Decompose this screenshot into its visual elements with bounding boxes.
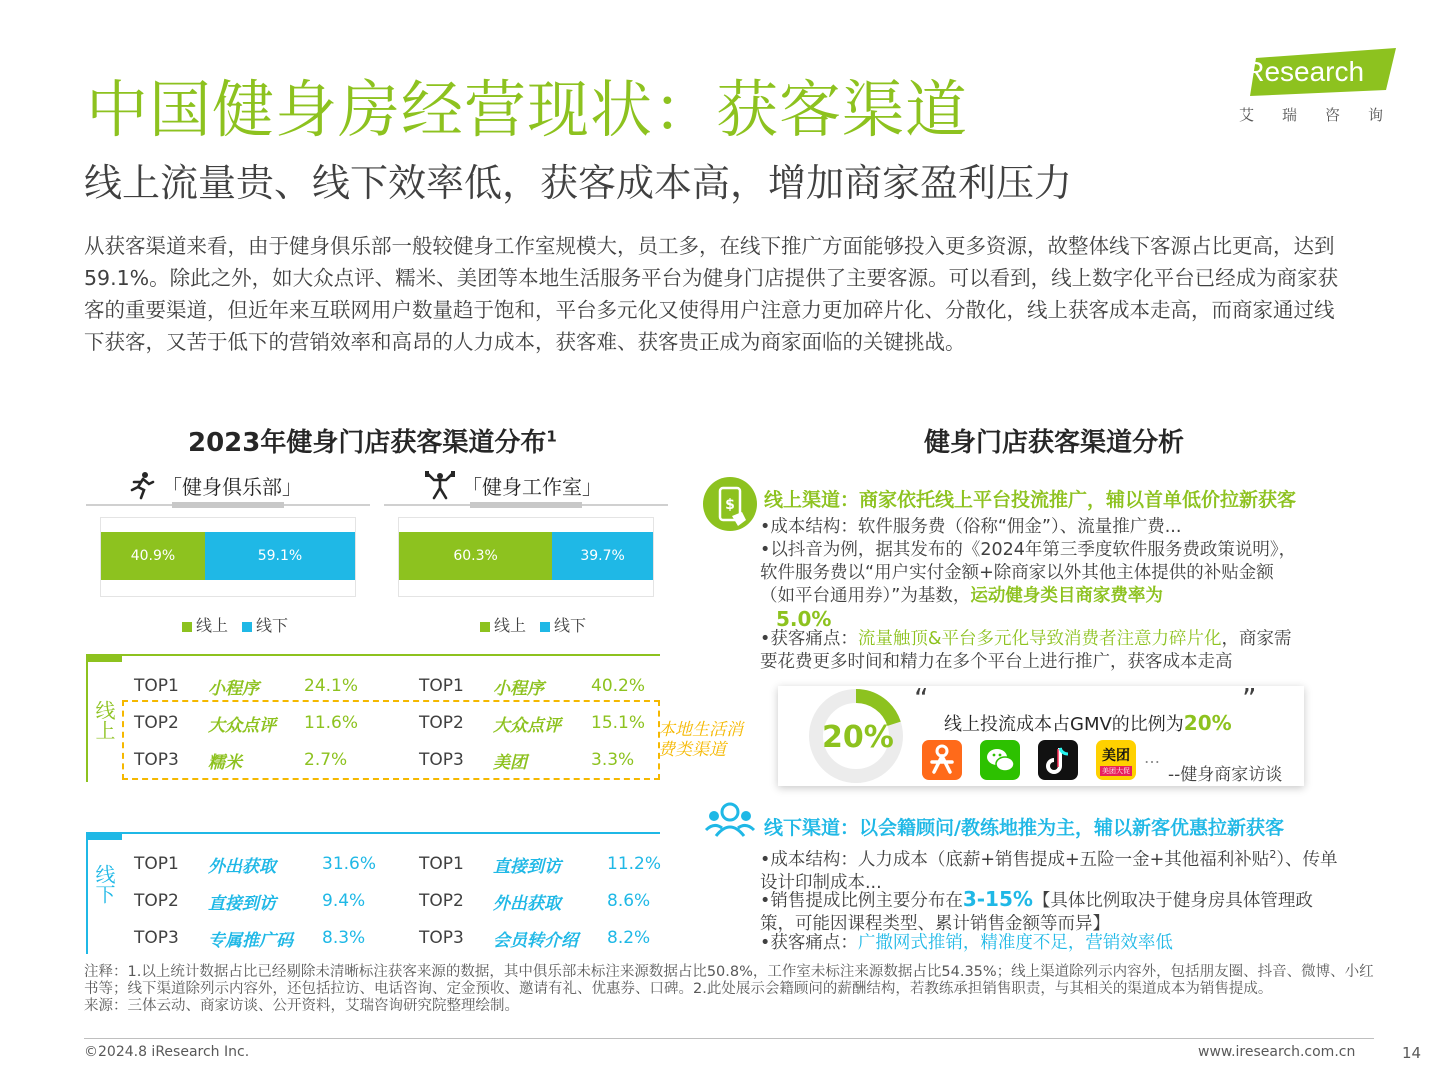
rank-label: TOP2 bbox=[134, 891, 179, 911]
legend-offline-label: 线下 bbox=[256, 616, 289, 635]
club-stacked-bar bbox=[101, 532, 355, 580]
club-header bbox=[126, 470, 302, 500]
legend-online bbox=[182, 613, 228, 636]
rank-label: TOP1 bbox=[134, 676, 179, 696]
offline-channel-heading: 线下渠道：以会籍顾问/教练地推为主，辅以新客优惠拉新获客 bbox=[764, 817, 1284, 839]
offline-b1-tail: ）、传单设计印制成本... bbox=[760, 849, 1338, 893]
channel-share: 11.6% bbox=[304, 713, 359, 733]
offline-b3-highlight: 广撒网式推销，精准度不足，营销效率低 bbox=[857, 933, 1173, 953]
online-channel-heading: 线上渠道：商家依托线上平台投流推广，辅以首单低价拉新获客 bbox=[764, 489, 1297, 511]
offline-b2-text: 【具体比例取决于健身房具体管理政策，可能因课程类型、累计销售金额等而异】 bbox=[760, 891, 1313, 934]
quote-more-ellipsis: … bbox=[1144, 748, 1160, 767]
quote-open-mark: “ bbox=[914, 682, 929, 715]
online-section-bracket-top bbox=[86, 654, 122, 662]
online-section-bracket-left bbox=[86, 654, 88, 782]
offline-b2-highlight: 3-15% bbox=[962, 887, 1033, 911]
online-bullet-pain bbox=[760, 628, 1308, 674]
rank-label: TOP3 bbox=[419, 750, 464, 770]
quote-close-mark: ” bbox=[1242, 682, 1257, 715]
rank-label: TOP2 bbox=[419, 891, 464, 911]
quote-text bbox=[944, 710, 1232, 736]
studio-header-bar bbox=[470, 502, 582, 508]
rank-label: TOP2 bbox=[134, 713, 179, 733]
online-ranking-table bbox=[134, 672, 664, 780]
right-section-title: 健身门店获客渠道分析 bbox=[924, 428, 1185, 458]
channel-name: 小程序 bbox=[208, 678, 259, 699]
dianping-app-icon bbox=[922, 740, 962, 780]
quote-text-main: 线上投流成本占GMV的比例为 bbox=[944, 714, 1184, 735]
iresearch-logo bbox=[1236, 46, 1412, 130]
studio-legend bbox=[480, 613, 586, 636]
left-title-text: 2023年健身门店获客渠道分布 bbox=[188, 428, 547, 458]
meituan-icon-label: 美团 bbox=[1102, 748, 1130, 764]
studio-header-label: 「健身工作室」 bbox=[462, 474, 602, 499]
offline-bullet-commission bbox=[760, 888, 1340, 936]
studio-offline-segment bbox=[552, 532, 653, 580]
wechat-app-icon bbox=[980, 740, 1020, 780]
studio-rank-row bbox=[419, 709, 669, 737]
club-legend bbox=[182, 613, 288, 636]
channel-share: 2.7% bbox=[304, 750, 348, 770]
studio-stacked-bar bbox=[399, 532, 653, 580]
donut-percent: 20% bbox=[822, 720, 894, 755]
copyright: ©2024.8 iResearch Inc. bbox=[84, 1044, 250, 1060]
rank-label: TOP3 bbox=[419, 928, 464, 948]
legend-online bbox=[480, 613, 526, 636]
rank-label: TOP1 bbox=[134, 854, 179, 874]
logo-text: iResearch bbox=[1238, 56, 1365, 87]
channel-share: 3.3% bbox=[591, 750, 635, 770]
page-title: 中国健身房经营现状：获客渠道 bbox=[86, 73, 969, 146]
rank-label: TOP1 bbox=[419, 854, 464, 874]
legend-offline bbox=[242, 613, 288, 636]
footnote-text: 注释：1.以上统计数据占比已经剔除未清晰标注获客来源的数据，其中俱乐部未标注来源数据占比50.8%，工作室未标注来源数据占比54.35%；线上渠道除列示内容外，包括朋友圈、抖音、微博、小红书等；线下渠道除列示内容外，还包括拉访、电话咨询、定金预收、邀请有礼、优惠券、口碑。2.此处展示会籍顾问的薪酬结构，若教练承担销售职责，与其相关的渠道成本为销售提成。 bbox=[84, 964, 1374, 997]
offline-b1-footnote: 2 bbox=[1269, 848, 1277, 861]
online-bullet-cost: •成本结构：软件服务费（俗称“佣金”）、流量推广费... bbox=[760, 517, 1182, 537]
channel-name: 大众点评 bbox=[208, 715, 276, 736]
footnotes bbox=[84, 964, 1374, 1015]
legend-online-label: 线上 bbox=[494, 616, 527, 635]
club-rank-row bbox=[134, 924, 384, 952]
offline-side-tag: 线下 bbox=[92, 864, 116, 904]
logo-tagline: 艾瑞咨询 bbox=[1239, 106, 1412, 124]
channel-share: 15.1% bbox=[591, 713, 646, 733]
channel-share: 24.1% bbox=[304, 676, 359, 696]
online-bullet-douyin bbox=[760, 539, 1308, 633]
page-number: 14 bbox=[1402, 1044, 1422, 1062]
intro-paragraph: 从获客渠道来看，由于健身俱乐部一般较健身工作室规模大，员工多，在线下推广方面能够投入更多资源，故整体线下客源占比更高，达到59.1%。除此之外，如大众点评、糯米、美团等本地生活服务平台为健身门店提供了主要客源。可以看到，线上数字化平台已经成为商家获客的重要渠道，但近年来互联网用户数量趋于饱和，平台多元化又使得用户注意力更加碎片化、分散化，线上获客成本走高，而商家通过线下获客，又苦于低下的营销效率和高昂的人力成本，获客难、获客贵正成为商家面临的关键挑战。 bbox=[84, 234, 1339, 354]
meituan-app-icon bbox=[1096, 740, 1136, 780]
studio-rank-row bbox=[419, 887, 669, 915]
channel-share: 9.4% bbox=[322, 891, 366, 911]
club-offline-value: 59.1% bbox=[257, 548, 303, 564]
quote-text-pct: 20% bbox=[1183, 711, 1232, 735]
studio-online-segment bbox=[399, 532, 552, 580]
online-b2-rate: 5.0% bbox=[776, 607, 832, 631]
online-b2-text: •以抖音为例，据其发布的《2024年第三季度软件服务费政策说明》，软件服务费以“用户实付金额+除商家以外其他主体提供的补贴金额（如平台通用券）”为基数， bbox=[760, 540, 1297, 606]
studio-rank-row bbox=[419, 746, 669, 774]
studio-bar-box bbox=[398, 517, 654, 597]
studio-header bbox=[424, 470, 602, 500]
channel-name: 直接到访 bbox=[493, 856, 561, 877]
online-b3-text: ，商家需要花费更多时间和精力在多个平台上进行推广，获客成本走高 bbox=[760, 629, 1292, 672]
channel-share: 8.6% bbox=[607, 891, 651, 911]
legend-online-label: 线上 bbox=[196, 616, 229, 635]
website-link[interactable]: www.iresearch.com.cn bbox=[1198, 1044, 1356, 1060]
online-section-line bbox=[86, 654, 660, 656]
people-group-icon bbox=[704, 800, 756, 840]
offline-b1-text: •成本结构：人力成本（底薪+销售提成+五险一金+其他福利补贴 bbox=[760, 849, 1270, 870]
studio-rank-row bbox=[419, 850, 669, 878]
channel-name: 外出获取 bbox=[208, 856, 276, 877]
channel-name: 直接到访 bbox=[208, 893, 276, 914]
channel-share: 11.2% bbox=[607, 854, 662, 874]
online-side-tag: 线上 bbox=[92, 700, 116, 740]
offline-section-line bbox=[86, 832, 660, 834]
club-online-segment bbox=[101, 532, 205, 580]
studio-offline-value: 39.7% bbox=[580, 548, 625, 564]
offline-bullet-pain bbox=[760, 932, 1340, 955]
douyin-app-icon bbox=[1038, 740, 1078, 780]
source-text: 来源：三体云动、商家访谈、公开资料，艾瑞咨询研究院整理绘制。 bbox=[84, 998, 519, 1014]
channel-name: 小程序 bbox=[493, 678, 544, 699]
club-rank-row bbox=[134, 709, 384, 737]
rank-label: TOP3 bbox=[134, 928, 179, 948]
online-b3-highlight: 流量触顶&平台多元化导致消费者注意力碎片化 bbox=[857, 629, 1222, 649]
channel-name: 专属推广码 bbox=[208, 930, 293, 951]
meituan-icon-sublabel: 美团大促 bbox=[1102, 767, 1130, 775]
channel-name: 美团 bbox=[493, 752, 527, 773]
channel-name: 外出获取 bbox=[493, 893, 561, 914]
club-rank-row bbox=[134, 887, 384, 915]
channel-share: 8.3% bbox=[322, 928, 366, 948]
club-offline-segment bbox=[205, 532, 355, 580]
club-online-value: 40.9% bbox=[130, 548, 176, 564]
channel-name: 会员转介绍 bbox=[493, 930, 578, 951]
online-b3-prefix: •获客痛点： bbox=[760, 629, 858, 649]
left-section-title bbox=[188, 422, 557, 459]
channel-share: 31.6% bbox=[322, 854, 377, 874]
offline-b3-prefix: •获客痛点： bbox=[760, 933, 858, 953]
offline-section-bracket-top bbox=[86, 832, 122, 840]
club-header-label: 「健身俱乐部」 bbox=[162, 474, 302, 499]
rank-label: TOP2 bbox=[419, 713, 464, 733]
rank-label: TOP1 bbox=[419, 676, 464, 696]
rank-label: TOP3 bbox=[134, 750, 179, 770]
offline-b2-prefix: •销售提成比例主要分布在 bbox=[760, 891, 963, 911]
offline-ranking-table bbox=[134, 850, 664, 958]
svg-text:$: $ bbox=[725, 497, 735, 513]
club-bar-box bbox=[100, 517, 356, 597]
online-b2-highlight: 运动健身类目商家费率为 bbox=[970, 586, 1163, 606]
weightlifter-icon bbox=[424, 470, 456, 500]
legend-offline bbox=[540, 613, 586, 636]
offline-section-bracket-left bbox=[86, 832, 88, 954]
studio-rank-row bbox=[419, 924, 669, 952]
channel-share: 40.2% bbox=[591, 676, 646, 696]
mobile-payment-icon bbox=[702, 476, 758, 532]
club-rank-row bbox=[134, 850, 384, 878]
club-rank-row bbox=[134, 746, 384, 774]
channel-share: 8.2% bbox=[607, 928, 651, 948]
quote-source: --健身商家访谈 bbox=[1168, 765, 1283, 785]
legend-offline-label: 线下 bbox=[554, 616, 587, 635]
quote-card bbox=[778, 682, 1304, 786]
page-subtitle: 线上流量贵、线下效率低，获客成本高，增加商家盈利压力 bbox=[84, 161, 1073, 205]
club-rank-row bbox=[134, 672, 384, 700]
footnote-marker: 1 bbox=[546, 427, 557, 446]
local-life-label: 本地生活消费类渠道 bbox=[658, 720, 743, 760]
studio-online-value: 60.3% bbox=[453, 548, 498, 564]
running-person-icon bbox=[126, 470, 156, 500]
channel-name: 大众点评 bbox=[493, 715, 561, 736]
studio-rank-row bbox=[419, 672, 669, 700]
channel-name: 糯米 bbox=[208, 752, 242, 773]
club-header-bar bbox=[172, 502, 284, 508]
footer-divider bbox=[84, 1038, 1374, 1039]
